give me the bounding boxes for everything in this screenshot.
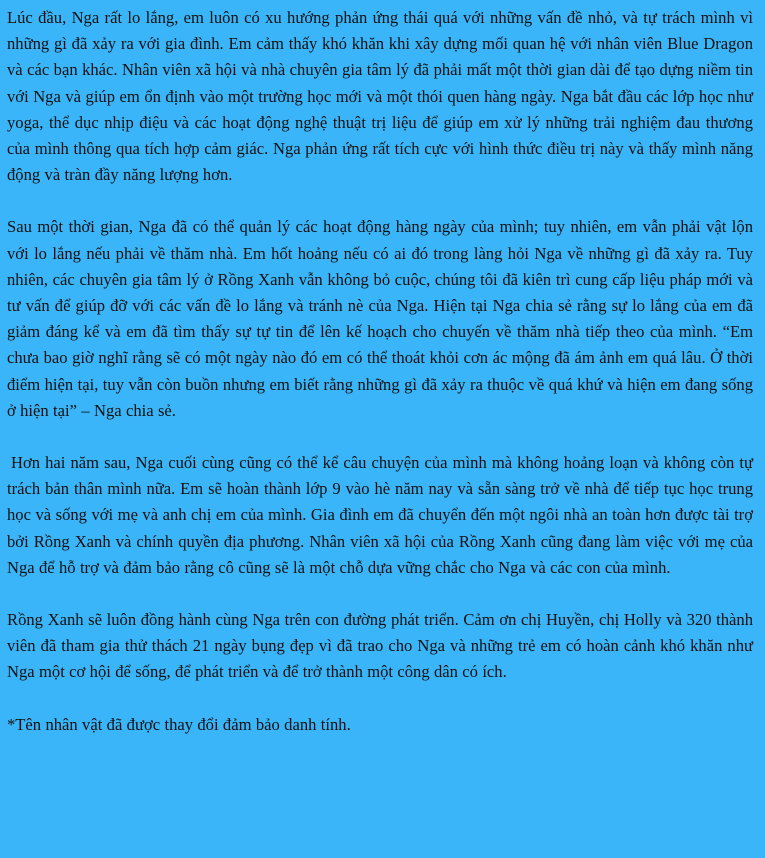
paragraph-spacer (7, 686, 753, 712)
paragraph-thanks: Rồng Xanh sẽ luôn đồng hành cùng Nga trên con đường phát triển. Cảm ơn chị Huyền, chị Holly và 320 thành viên đã tham gia thử thách 21 ngày bụng đẹp vì đã trao cho Nga và những trẻ em có hoàn cảnh khó khăn như Nga một cơ hội để sống, để phát triển và để trở thành một công dân có ích. (7, 610, 753, 682)
paragraph-spacer (7, 424, 753, 450)
paragraph-spacer (7, 581, 753, 607)
paragraph-spacer (7, 188, 753, 214)
footnote-name-changed: *Tên nhân vật đã được thay đổi đảm bảo danh tính. (7, 714, 351, 734)
paragraph-two-years-later: Hơn hai năm sau, Nga cuối cùng cũng có thể kể câu chuyện của mình mà không hoảng loạn và không còn tự trách bản thân mình nữa. Em sẽ hoàn thành lớp 9 vào hè năm nay và sẵn sàng trở về nhà để tiếp tục học trung học và sống với mẹ và anh chị em của mình. Gia đình em đã chuyển đến một ngôi nhà an toàn hơn được tài trợ bởi Rồng Xanh và chính quyền địa phương. Nhân viên xã hội của Rồng Xanh cũng đang làm việc với mẹ của Nga để hỗ trợ và đảm bảo rằng cô cũng sẽ là một chỗ dựa vững chắc cho Nga và các con của mình. (7, 453, 753, 577)
paragraph-progress: Sau một thời gian, Nga đã có thể quản lý các hoạt động hàng ngày của mình; tuy nhiên, em vẫn phải vật lộn với lo lắng nếu phải về thăm nhà. Em hốt hoảng nếu có ai đó trong làng hỏi Nga về những gì đã xảy ra. Tuy nhiên, các chuyên gia tâm lý ở Rồng Xanh vẫn không bỏ cuộc, chúng tôi đã kiên trì cung cấp liệu pháp mới và tư vấn để giúp đỡ với các vấn đề lo lắng và tránh nè của Nga. Hiện tại Nga chia sẻ rằng sự lo lắng của em đã giảm đáng kể và em đã tìm thấy sự tự tin để lên kế hoạch cho chuyến về thăm nhà tiếp theo của mình. “Em chưa bao giờ nghĩ rằng sẽ có một ngày nào đó em có thể thoát khỏi cơn ác mộng đã ám ảnh em quá lâu. Ở thời điểm hiện tại, tuy vẫn còn buồn nhưng em biết rằng những gì đã xảy ra thuộc về quá khứ và hiện em đang sống ở hiện tại” – Nga chia sẻ. (7, 217, 753, 420)
paragraph-initial-anxiety: Lúc đầu, Nga rất lo lắng, em luôn có xu hướng phản ứng thái quá với những vấn đề nhỏ, và tự trách mình vì những gì đã xảy ra với gia đình. Em cảm thấy khó khăn khi xây dựng mối quan hệ với nhân viên Blue Dragon và các bạn khác. Nhân viên xã hội và nhà chuyên gia tâm lý đã phải mất một thời gian dài để tạo dựng niềm tin với Nga và giúp em ổn định vào một trường học mới và một thói quen hàng ngày. Nga bắt đầu các lớp học như yoga, thể dục nhịp điệu và các hoạt động nghệ thuật trị liệu để giúp em xử lý những trải nghiệm đau thương của mình thông qua tích hợp cảm giác. Nga phản ứng rất tích cực với hình thức điều trị này và thấy mình năng động và tràn đầy năng lượng hơn. (7, 8, 753, 185)
